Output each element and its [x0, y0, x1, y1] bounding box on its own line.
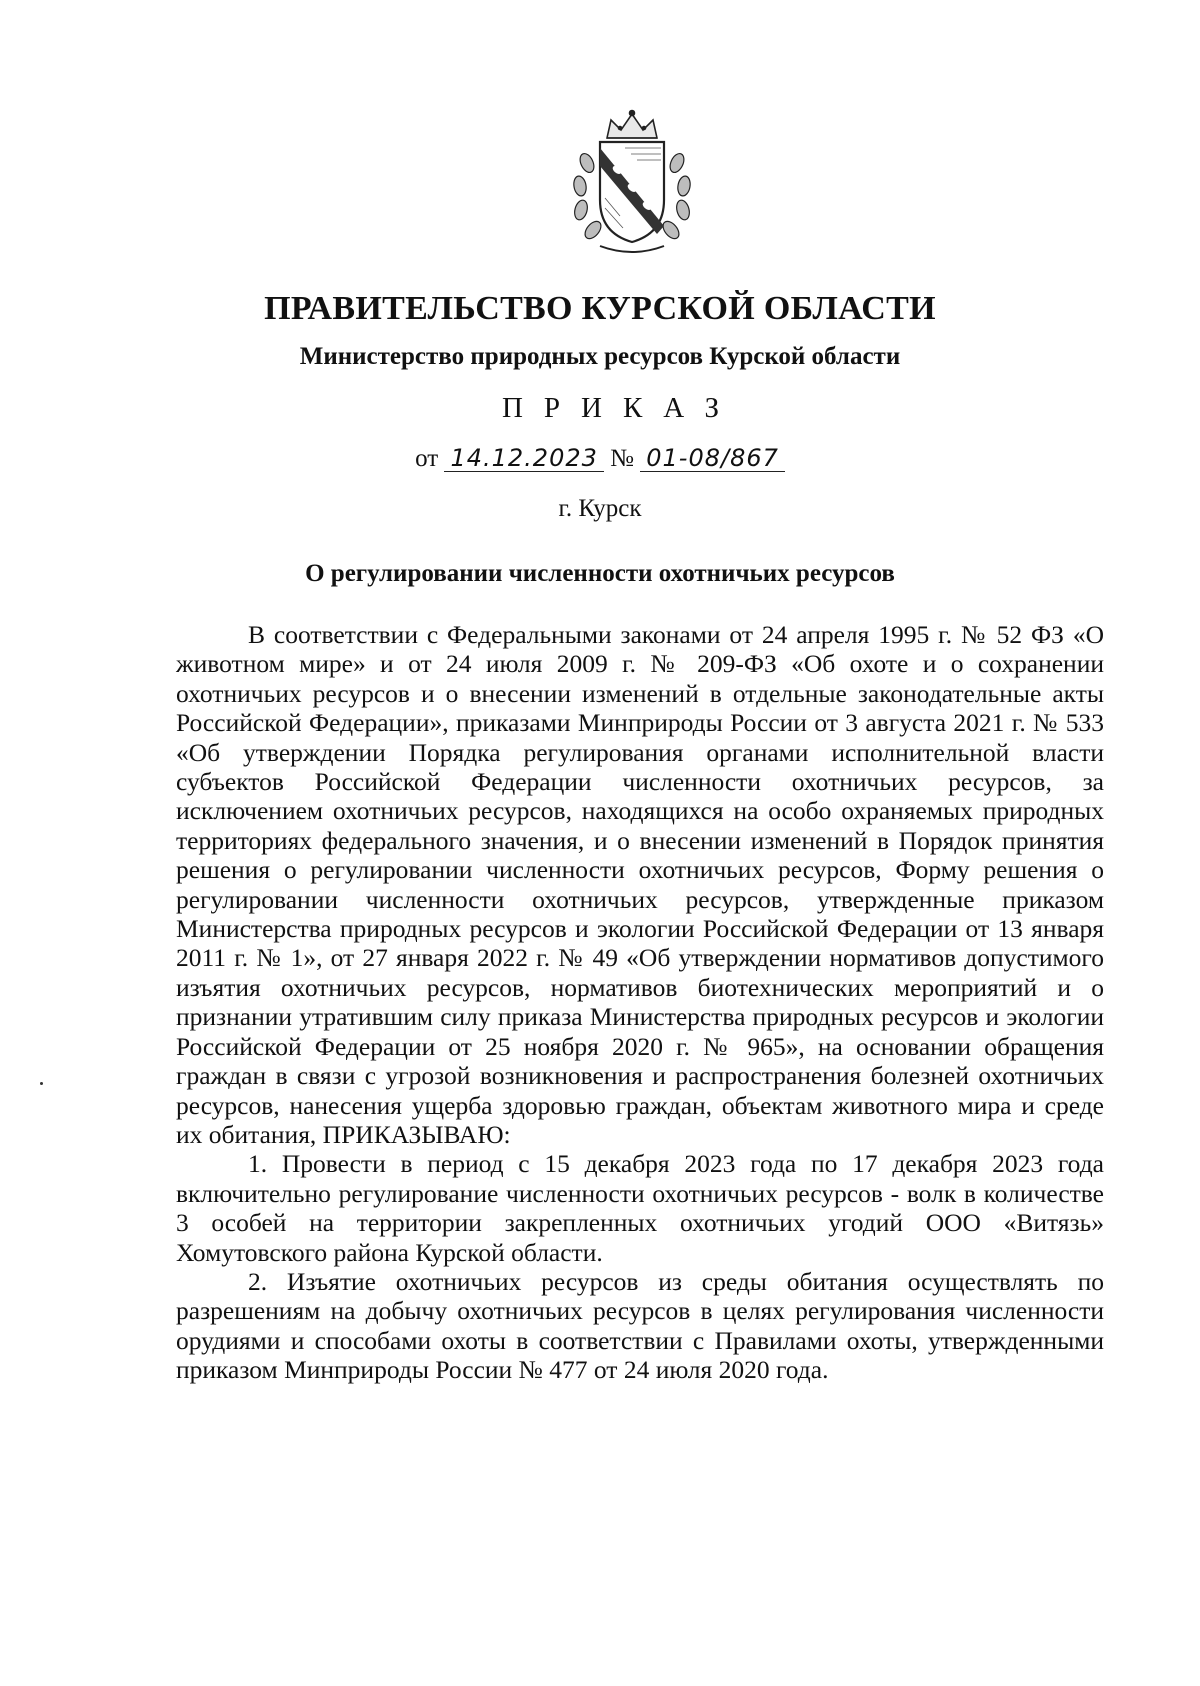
date-prefix: от	[415, 445, 439, 472]
city: г. Курск	[558, 495, 642, 522]
document-type: ПРИКАЗ	[501, 392, 741, 424]
date-number-line	[0, 445, 1200, 473]
ministry-title: Министерство природных ресурсов Курской области	[299, 343, 901, 370]
number-prefix: №	[610, 445, 634, 472]
preamble-paragraph: В соответствии с Федеральными законами от 24 апреля 1995 г. № 52 ФЗ «О животном мире» и от 24 июля 2009 г. № 209-ФЗ «Об охоте и о сохранении охотничьих ресурсов и о внесении изменений в отдельные законодательные акты Российской Федерации», приказами Минприроды России от 3 августа 2021 г. № 533 «Об утверждении Порядка регулирования органами исполнительной власти субъектов Российской Федерации численности охотничьих ресурсов, за исключением охотничьих ресурсов, находящихся на особо охраняемых природных территориях федерального значения, и о внесении изменений в Порядок принятия решения о регулировании численности охотничьих ресурсов, Форму решения о регулировании численности охотничьих ресурсов, утвержденные приказом Министерства природных ресурсов и экологии Российской Федерации от 13 января 2011 г. № 1», от 27 января 2022 г. № 49 «Об утверждении нормативов допустимого изъятия охотничьих ресурсов, нормативов биотехнических мероприятий и о признании утратившим силу приказа Министерства природных ресурсов и экологии Российской Федерации от 25 ноября 2020 г. № 965», на основании обращения граждан в связи с угрозой возникновения и распространения болезней охотничьих ресурсов, нанесения ущерба здоровью граждан, объектам животного мира и среде их обитания, ПРИКАЗЫВАЮ:	[176, 620, 1104, 1149]
government-title: ПРАВИТЕЛЬСТВО КУРСКОЙ ОБЛАСТИ	[264, 290, 936, 327]
handwritten-number: 01-08/867	[640, 445, 785, 472]
document-body	[176, 620, 1104, 1385]
handwritten-date: 14.12.2023	[444, 445, 603, 472]
order-subject: О регулировании численности охотничьих ресурсов	[305, 560, 895, 587]
scan-speck	[40, 1082, 43, 1085]
order-item-2: 2. Изъятие охотничьих ресурсов из среды обитания осуществлять по разрешениям на добычу охотничьих ресурсов в целях регулирования численности орудиями и способами охоты в соответствии с Правилами охоты, утвержденными приказом Минприроды России № 477 от 24 июля 2020 года.	[176, 1266, 1104, 1385]
coat-of-arms-emblem	[565, 108, 700, 258]
order-item-1: 1. Провести в период с 15 декабря 2023 года по 17 декабря 2023 года включительно регулирование численности охотничьих ресурсов - волк в количестве 3 особей на территории закрепленных охотничьих угодий ООО «Витязь» Хомутовского района Курской области.	[176, 1149, 1104, 1267]
